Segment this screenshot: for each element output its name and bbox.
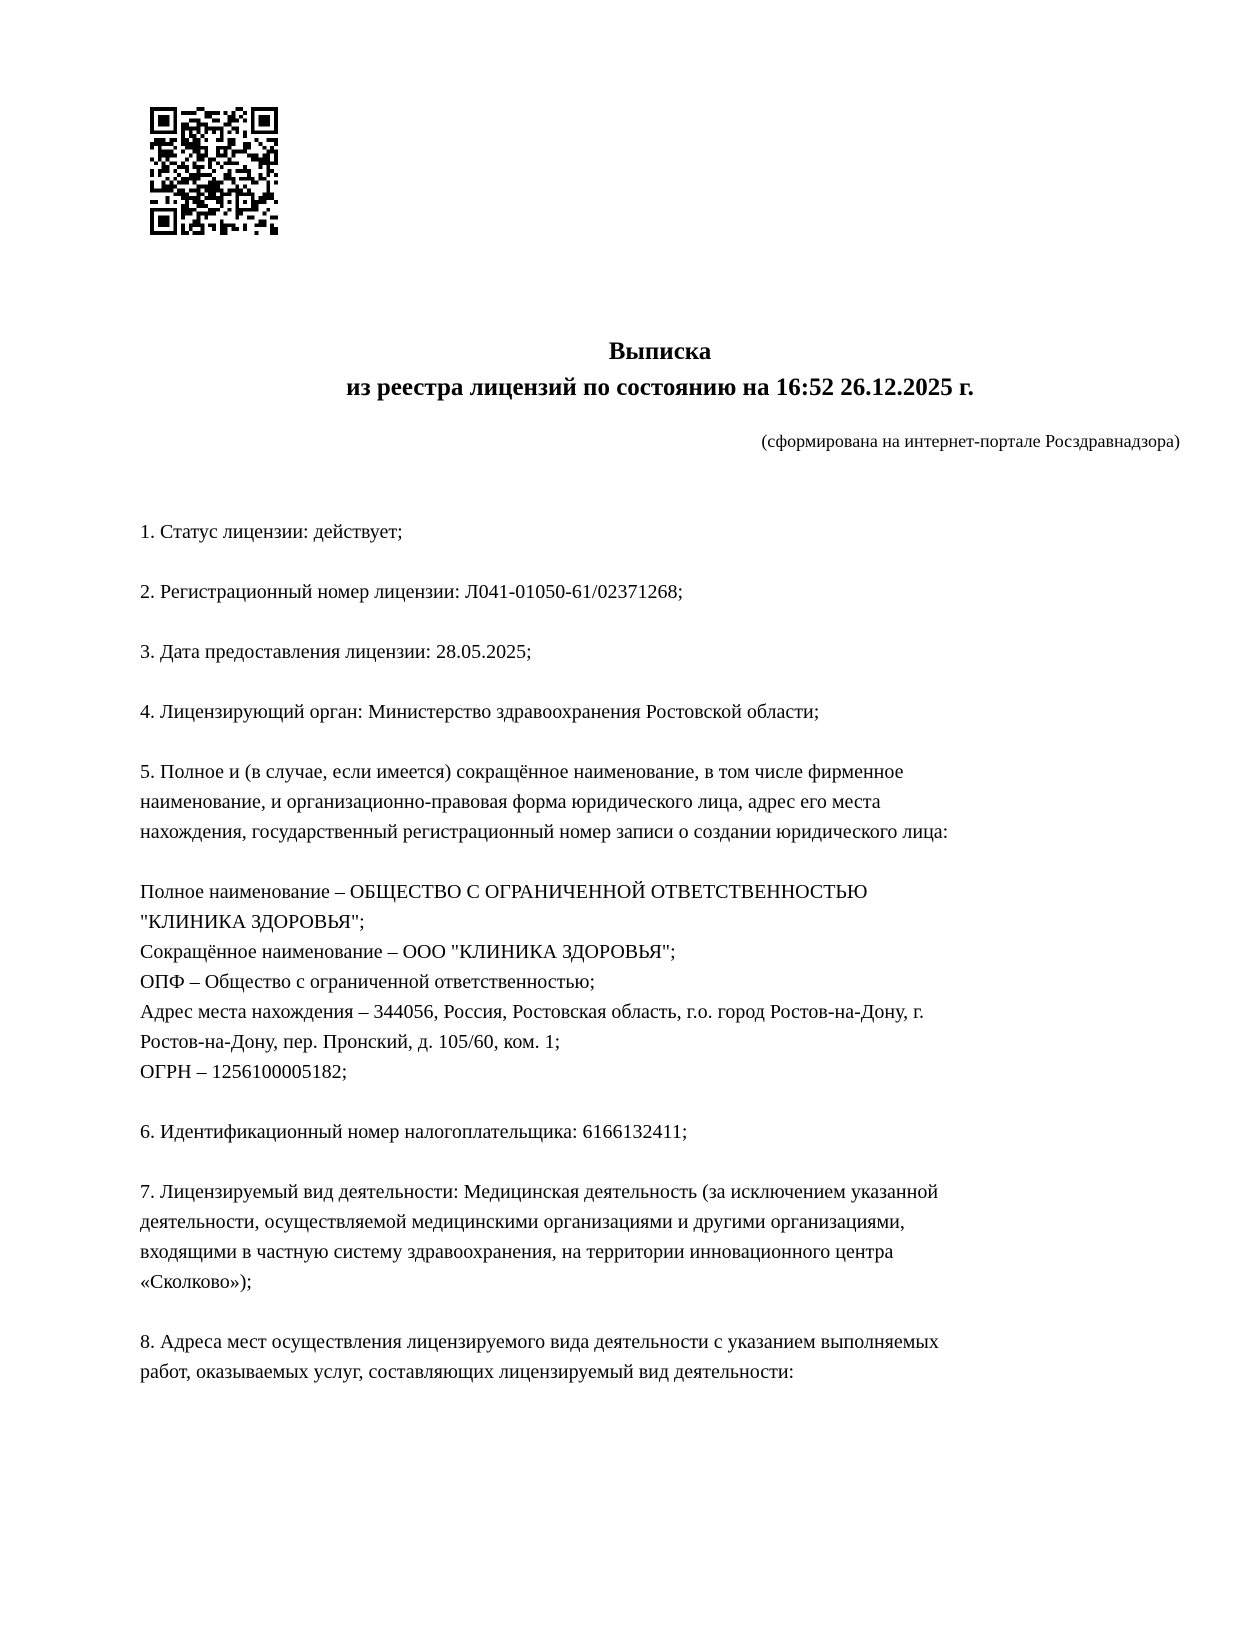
text-line: «Сколково»);: [140, 1271, 252, 1293]
text-line: 4. Лицензирующий орган: Министерство здравоохранения Ростовской области;: [140, 701, 820, 723]
paragraph-block: [140, 577, 1180, 607]
text-line: 6. Идентификационный номер налогоплательщика: 6166132411;: [140, 1121, 688, 1143]
text-line: 8. Адреса мест осуществления лицензируемого вида деятельности с указанием выполняемых: [140, 1331, 939, 1353]
paragraph-block: [140, 877, 1180, 1087]
text-line: входящими в частную систему здравоохранения, на территории инновационного центра: [140, 1241, 894, 1263]
paragraph-block: [140, 1117, 1180, 1147]
text-line: 2. Регистрационный номер лицензии: Л041-01050-61/02371268;: [140, 581, 684, 603]
text-line: ОПФ – Общество с ограниченной ответственностью;: [140, 971, 596, 993]
text-line: наименование, и организационно-правовая форма юридического лица, адрес его места: [140, 791, 881, 813]
text-line: 7. Лицензируемый вид деятельности: Медицинская деятельность (за исключением указанной: [140, 1181, 939, 1203]
text-line: 5. Полное и (в случае, если имеется) сокращённое наименование, в том числе фирменное: [140, 761, 904, 783]
text-line: ОГРН – 1256100005182;: [140, 1061, 348, 1083]
paragraph-block: [140, 517, 1180, 547]
title-line-2: из реестра лицензий по состоянию на 16:52 26.12.2025 г.: [346, 374, 974, 401]
paragraph-block: [140, 637, 1180, 667]
document-title: [140, 334, 1180, 406]
paragraph-block: [140, 697, 1180, 727]
text-line: 1. Статус лицензии: действует;: [140, 521, 403, 543]
qr-code-icon: [150, 107, 278, 235]
document-body: [140, 517, 1180, 1387]
paragraph-block: [140, 1327, 1180, 1387]
text-line: работ, оказываемых услуг, составляющих лицензируемый вид деятельности:: [140, 1361, 795, 1383]
text-line: Полное наименование – ОБЩЕСТВО С ОГРАНИЧЕННОЙ ОТВЕТСТВЕННОСТЬЮ: [140, 881, 868, 903]
text-line: Адрес места нахождения – 344056, Россия, Ростовская область, г.о. город Ростов-на-Дону, г.: [140, 1001, 925, 1023]
text-line: нахождения, государственный регистрационный номер записи о создании юридического лица:: [140, 821, 949, 843]
title-line-1: Выписка: [608, 338, 712, 365]
text-line: деятельности, осуществляемой медицинскими организациями и другими организациями,: [140, 1211, 905, 1233]
text-line: Ростов-на-Дону, пер. Пронский, д. 105/60, ком. 1;: [140, 1031, 561, 1053]
document-subtitle: (сформирована на интернет-портале Росздравнадзора): [761, 431, 1180, 451]
text-line: 3. Дата предоставления лицензии: 28.05.2025;: [140, 641, 532, 663]
paragraph-block: [140, 1177, 1180, 1297]
paragraph-block: [140, 757, 1180, 847]
text-line: "КЛИНИКА ЗДОРОВЬЯ";: [140, 911, 365, 933]
text-line: Сокращённое наименование – ООО "КЛИНИКА ЗДОРОВЬЯ";: [140, 941, 676, 963]
